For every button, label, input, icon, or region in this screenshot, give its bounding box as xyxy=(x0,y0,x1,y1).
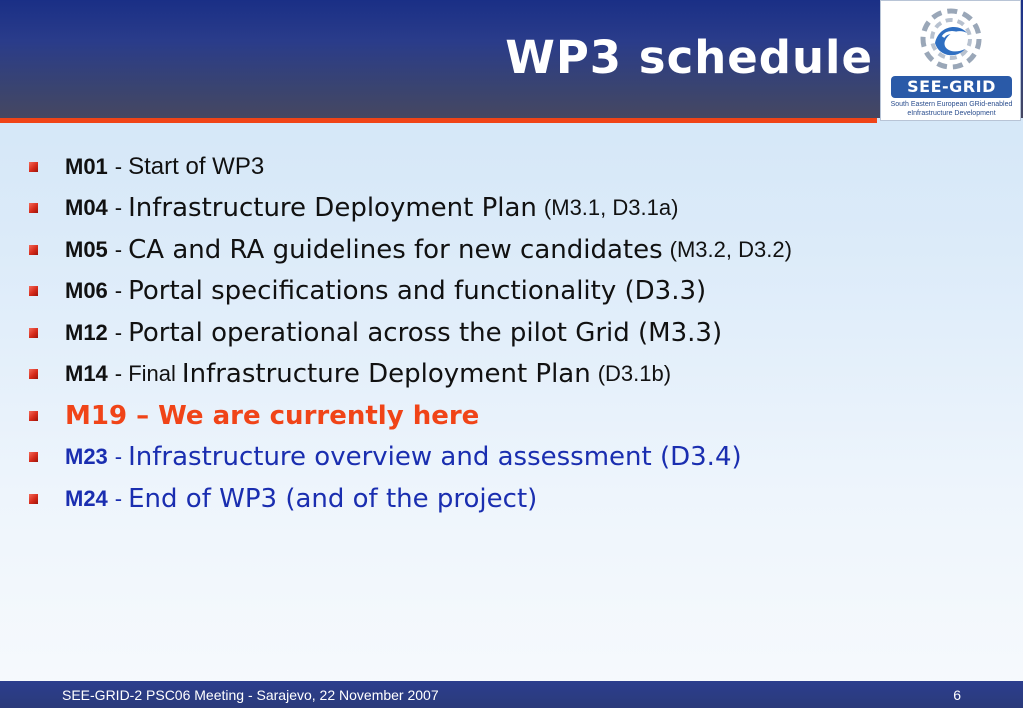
milestone-description: End of WP3 (and of the project) xyxy=(128,483,538,514)
milestone-reference: (M3.2, D3.2) xyxy=(669,236,792,262)
bullet-square-icon xyxy=(29,369,38,379)
milestone-code: M01 xyxy=(65,153,108,179)
milestone-separator: - xyxy=(114,319,123,345)
schedule-item-m23 xyxy=(29,437,792,479)
milestone-description: Portal operational across the pilot Grid (M3.3) xyxy=(128,317,723,348)
milestone-separator: - xyxy=(114,195,123,221)
milestone-description: Infrastructure Deployment Plan xyxy=(181,359,591,390)
page-number: 6 xyxy=(953,687,961,703)
milestone-separator: - xyxy=(114,444,123,470)
schedule-item-m04 xyxy=(29,188,792,230)
milestone-description: Infrastructure Deployment Plan xyxy=(128,193,537,224)
slide-footer xyxy=(0,681,1023,708)
logo-tagline: South Eastern European GRid-enabled eInfrastructure Development xyxy=(890,101,1013,117)
header-accent-rule xyxy=(0,118,877,123)
schedule-list xyxy=(29,146,792,520)
see-grid-logo xyxy=(880,0,1021,121)
slide-title: WP3 schedule xyxy=(505,31,873,84)
current-milestone-label: M19 – We are currently here xyxy=(65,400,480,431)
milestone-separator: - xyxy=(114,236,123,262)
milestone-description: Infrastructure overview and assessment (D3.4) xyxy=(128,442,742,473)
milestone-separator: - xyxy=(114,153,123,179)
bullet-square-icon xyxy=(29,328,38,338)
milestone-code: M12 xyxy=(65,319,108,345)
milestone-code: M24 xyxy=(65,485,108,511)
globe-swirl-icon xyxy=(909,3,993,75)
bullet-square-icon xyxy=(29,452,38,462)
milestone-separator: - xyxy=(114,485,123,511)
milestone-separator: - Final xyxy=(114,361,176,387)
footer-meeting-text: SEE-GRID-2 PSC06 Meeting - Sarajevo, 22 November 2007 xyxy=(62,687,439,703)
schedule-item-m24 xyxy=(29,478,792,520)
bullet-square-icon xyxy=(29,494,38,504)
schedule-item-m12 xyxy=(29,312,792,354)
schedule-item-m05 xyxy=(29,229,792,271)
schedule-item-m06 xyxy=(29,271,792,313)
milestone-description: Portal specifications and functionality (D3.3) xyxy=(128,276,707,307)
milestone-description: CA and RA guidelines for new candidates xyxy=(128,234,663,265)
bullet-square-icon xyxy=(29,162,38,172)
milestone-code: M05 xyxy=(65,236,108,262)
milestone-reference: (D3.1b) xyxy=(597,361,672,387)
milestone-description: Start of WP3 xyxy=(128,152,265,180)
milestone-separator: - xyxy=(114,278,123,304)
bullet-square-icon xyxy=(29,203,38,213)
bullet-square-icon xyxy=(29,286,38,296)
milestone-code: M23 xyxy=(65,444,108,470)
milestone-reference: (M3.1, D3.1a) xyxy=(543,195,679,221)
schedule-item-m01 xyxy=(29,146,792,188)
milestone-code: M04 xyxy=(65,195,108,221)
schedule-item-m19-current xyxy=(29,395,792,437)
logo-wordmark: SEE-GRID xyxy=(891,76,1012,98)
bullet-square-icon xyxy=(29,245,38,255)
bullet-square-icon xyxy=(29,411,38,421)
milestone-code: M06 xyxy=(65,278,108,304)
milestone-code: M14 xyxy=(65,361,108,387)
schedule-item-m14 xyxy=(29,354,792,396)
